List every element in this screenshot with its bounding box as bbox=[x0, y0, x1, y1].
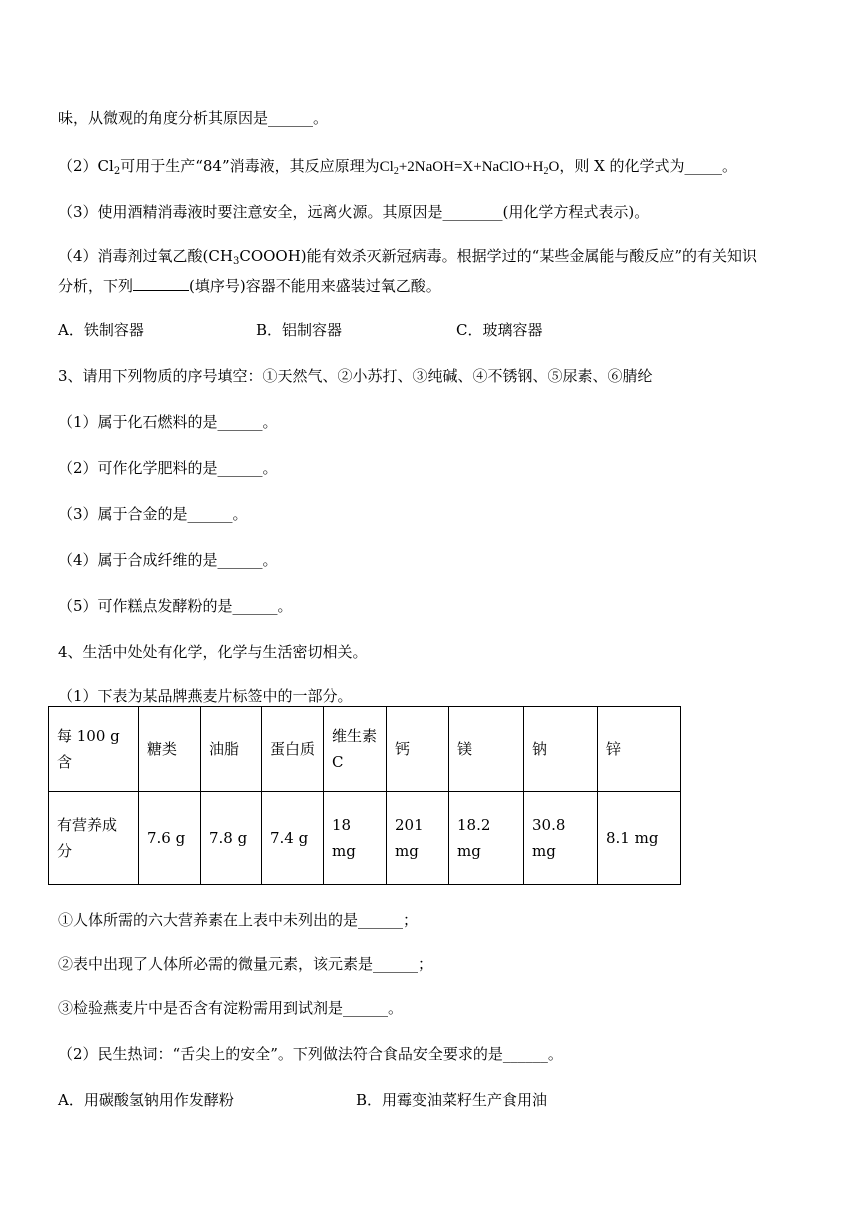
sub-question-2: ②表中出现了人体所必需的微量元素，该元素是______； bbox=[58, 955, 434, 973]
table-row bbox=[49, 792, 681, 885]
table-cell: 钙 bbox=[387, 707, 449, 792]
question-3-4: （4）属于合成纤维的是______。 bbox=[58, 551, 278, 569]
text-segment: ，则 X 的化学式为_____。 bbox=[559, 157, 738, 175]
subscript: 3 bbox=[232, 256, 240, 267]
question-3-3: （3）属于合金的是______。 bbox=[58, 505, 248, 523]
question-2-4-cont bbox=[58, 276, 441, 296]
sub-question-3: ③检验燕麦片中是否含有淀粉需用到试剂是______。 bbox=[58, 999, 404, 1017]
table-cell: 18 mg bbox=[324, 792, 387, 885]
subscript: 2 bbox=[393, 166, 399, 177]
question-4-2: （2）民生热词：“舌尖上的安全”。下列做法符合食品安全要求的是______。 bbox=[58, 1045, 563, 1063]
table-cell: 有营养成分 bbox=[49, 792, 139, 885]
sub-question-1: ①人体所需的六大营养素在上表中未列出的是______； bbox=[58, 911, 419, 929]
chemical-equation bbox=[380, 159, 560, 175]
question-2-3: （3）使用酒精消毒液时要注意安全，远离火源。其原因是________(用化学方程式表示)。 bbox=[58, 203, 650, 221]
question-2-2 bbox=[58, 156, 737, 177]
option-b: B．铝制容器 bbox=[256, 321, 343, 339]
question-3-2: （2）可作化学肥料的是______。 bbox=[58, 459, 278, 477]
table-cell: 维生素 C bbox=[324, 707, 387, 792]
table-cell: 7.4 g bbox=[262, 792, 324, 885]
subscript: 2 bbox=[543, 166, 549, 177]
table-cell: 7.8 g bbox=[201, 792, 262, 885]
text-segment: COOOH)能有效杀灭新冠病毒。根据学过的“某些金属能与酸反应”的有关知识 bbox=[239, 247, 757, 265]
table-cell: 7.6 g bbox=[139, 792, 201, 885]
table-cell: 钠 bbox=[524, 707, 598, 792]
table-cell: 30.8 mg bbox=[524, 792, 598, 885]
option-c: C．玻璃容器 bbox=[456, 321, 543, 339]
option-a: A．用碳酸氢钠用作发酵粉 bbox=[58, 1091, 234, 1109]
question-3-1: （1）属于化石燃料的是______。 bbox=[58, 413, 278, 431]
table-cell: 油脂 bbox=[201, 707, 262, 792]
question-4: 4、生活中处处有化学，化学与生活密切相关。 bbox=[58, 643, 368, 661]
table-cell: 糖类 bbox=[139, 707, 201, 792]
table-cell: 锌 bbox=[598, 707, 681, 792]
table-cell: 每 100 g 含 bbox=[49, 707, 139, 792]
equation-part: O bbox=[548, 159, 560, 175]
question-3: 3、请用下列物质的序号填空：①天然气、②小苏打、③纯碱、④不锈钢、⑤尿素、⑥腈纶 bbox=[58, 367, 653, 385]
option-b: B．用霉变油菜籽生产食用油 bbox=[356, 1091, 548, 1109]
equation-part: Cl bbox=[379, 159, 394, 175]
question-3-5: （5）可作糕点发酵粉的是______。 bbox=[58, 597, 293, 615]
table-cell: 蛋白质 bbox=[262, 707, 324, 792]
subscript: 2 bbox=[113, 166, 121, 177]
text-line-1: 味，从微观的角度分析其原因是______。 bbox=[58, 109, 329, 127]
text-segment: 可用于生产“84”消毒液，其反应原理为 bbox=[120, 157, 380, 175]
table-header-row bbox=[49, 707, 681, 792]
question-2-4 bbox=[58, 246, 757, 266]
equation-part: +2NaOH=X+NaClO+H bbox=[398, 159, 544, 175]
table-cell: 镁 bbox=[449, 707, 524, 792]
option-a: A．铁制容器 bbox=[58, 321, 144, 339]
text-segment: （2）Cl bbox=[58, 157, 114, 175]
text-segment: (填序号)容器不能用来盛装过氧乙酸。 bbox=[189, 277, 441, 295]
table-cell: 8.1 mg bbox=[598, 792, 681, 885]
nutrition-table bbox=[48, 706, 681, 885]
text-segment: 分析，下列 bbox=[58, 277, 134, 295]
table-cell: 18.2 mg bbox=[449, 792, 524, 885]
question-4-1: （1）下表为某品牌燕麦片标签中的一部分。 bbox=[58, 687, 353, 705]
table-cell: 201 mg bbox=[387, 792, 449, 885]
answer-blank bbox=[133, 276, 189, 291]
text-segment: （4）消毒剂过氧乙酸(CH bbox=[58, 247, 233, 265]
